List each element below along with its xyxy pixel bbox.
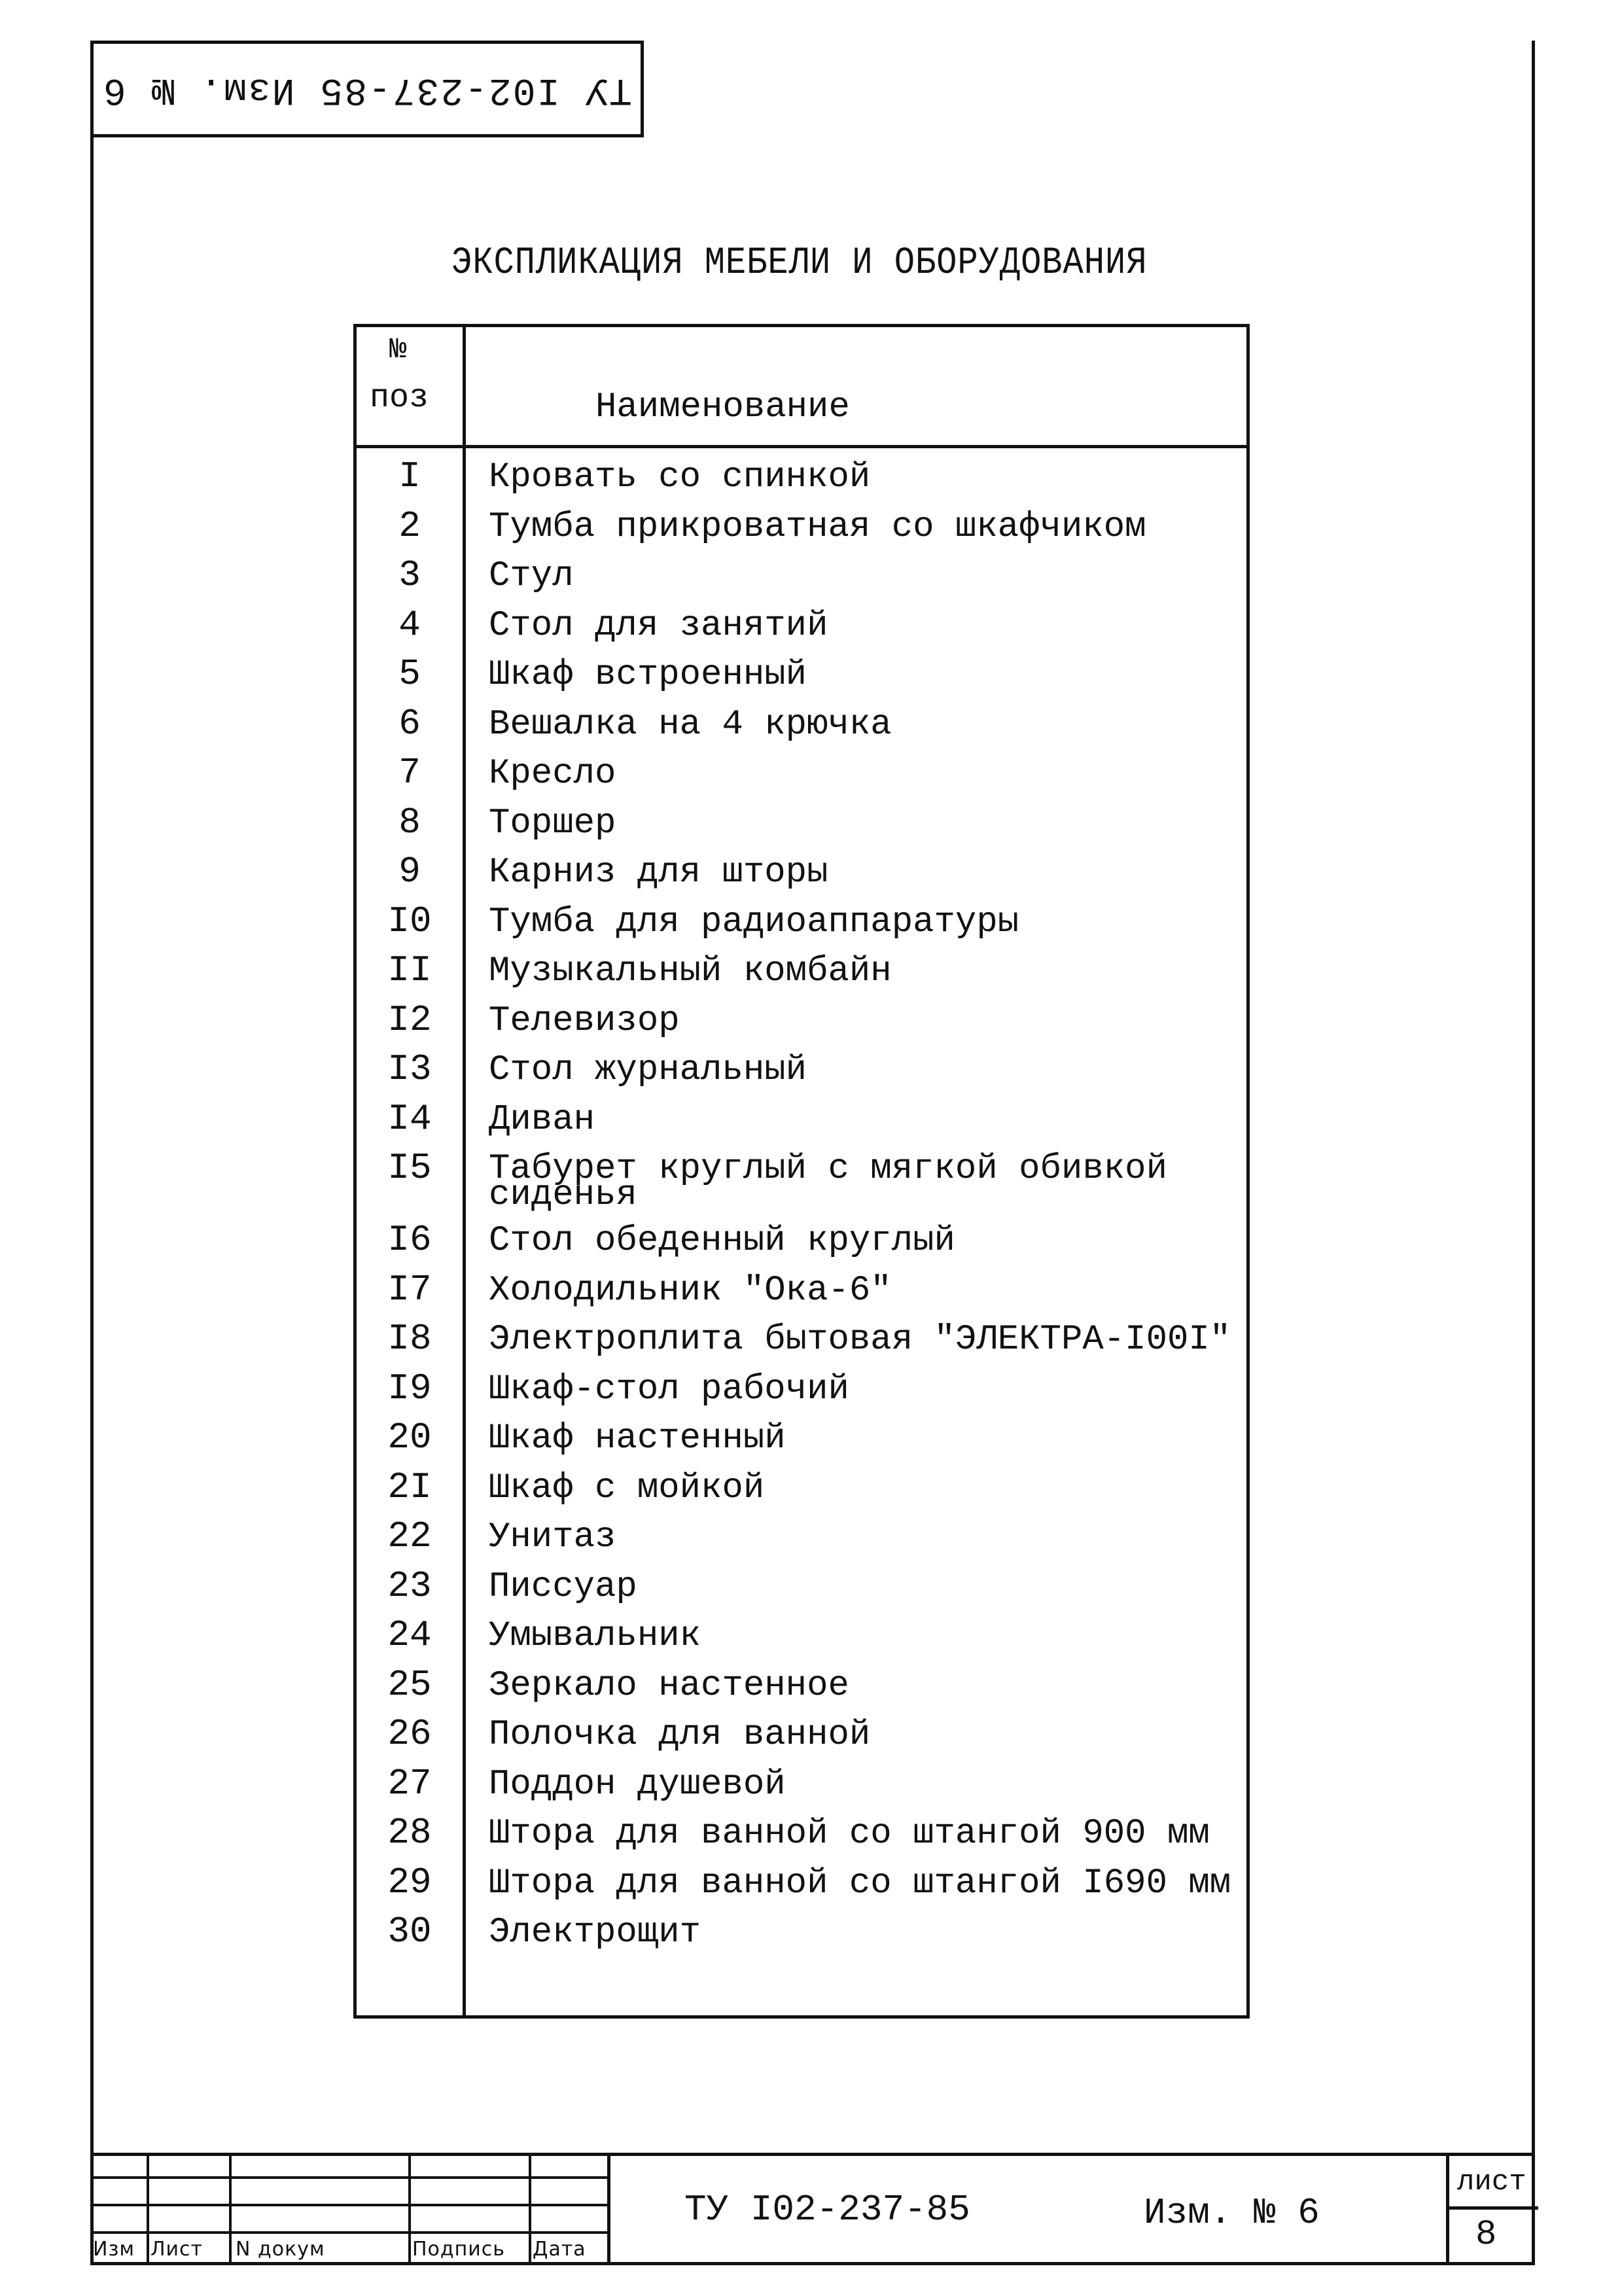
row-number: I8 [387,1318,432,1360]
explication-table [353,324,1250,2019]
row-number: 9 [398,851,421,892]
table-row [357,1320,1246,1370]
row-number: 2I [387,1466,432,1508]
row-name: Шкаф настенный [489,1419,786,1458]
sheet-number: 8 [1475,2215,1497,2255]
row-name: Зеркало настенное [489,1665,849,1706]
row-number: 24 [387,1614,432,1656]
table-row [357,998,1246,1051]
row-name: Стул [489,556,574,596]
row-number: 3 [398,554,421,596]
table-row [357,1663,1246,1716]
row-name: Штора для ванной со штангой I690 мм [489,1863,1231,1903]
table-row [357,1097,1246,1150]
corner-stamp [90,41,644,137]
row-name: Унитаз [489,1517,616,1557]
table-row [357,1515,1246,1568]
row-number: I9 [387,1367,432,1409]
row-number: 5 [398,653,421,695]
table-row [357,1713,1246,1765]
row-number: II [387,949,432,991]
table-row [357,1147,1246,1222]
sheet-box-divider [1449,2206,1538,2210]
row-number: 26 [387,1713,432,1755]
row-name: Стол обеденный круглый [489,1221,955,1261]
row-number: I6 [387,1219,432,1261]
row-name: Шкаф встроенный [489,655,807,695]
label-doc-number: N докум [236,2238,325,2261]
revision-grid [90,2153,607,2265]
row-number: 30 [387,1911,432,1952]
row-number: 27 [387,1762,432,1805]
row-name: Кресло [489,754,616,794]
row-name: Вешалка на 4 крючка [489,704,892,745]
row-name: Тумба прикроватная со шкафчиком [489,506,1146,547]
grid-line [408,2153,411,2265]
row-name: Телевизор [489,1000,680,1041]
table-row [357,504,1246,557]
table-row [357,1913,1246,1963]
row-name: Электрощит [489,1913,701,1952]
title-block [90,2153,1535,2265]
row-number: I5 [387,1147,432,1189]
table-row [357,1048,1246,1101]
table-row [357,1564,1246,1617]
row-name: Стол для занятий [489,605,828,646]
row-name: Диван [489,1099,595,1140]
row-number: I0 [387,900,432,942]
row-number: 20 [387,1417,432,1458]
row-number: 8 [398,801,421,843]
row-name: Музыкальный комбайн [489,951,892,991]
table-row [357,653,1246,705]
page-title: ЭКСПЛИКАЦИЯ МЕБЕЛИ И ОБОРУДОВАНИЯ [451,242,1148,285]
row-name: Холодильник "Ока-6" [489,1270,892,1311]
row-name: Карниз для шторы [489,853,828,892]
row-number: I7 [387,1268,432,1311]
row-number: I2 [387,998,432,1041]
table-row [357,949,1246,1002]
row-name: Умывальник [489,1616,701,1656]
table-row [357,1762,1246,1815]
row-number: 22 [387,1515,432,1557]
table-row [357,853,1246,903]
table-row [357,554,1246,607]
table-row [357,603,1246,656]
row-number: 2 [398,504,421,547]
row-number: I3 [387,1048,432,1090]
table-row [357,900,1246,953]
row-name: Стол журнальный [489,1050,807,1090]
table-row [357,754,1246,804]
header-position: поз [370,380,429,417]
table-row [357,455,1246,508]
label-list: Лист [150,2238,203,2261]
table-row [357,702,1246,755]
row-number: 23 [387,1564,432,1607]
row-name: Шкаф с мойкой [489,1468,765,1508]
table-row [357,1614,1246,1667]
row-number: I4 [387,1097,432,1140]
table-row [357,1419,1246,1469]
row-number: 28 [387,1812,432,1854]
row-name: Тумба для радиоаппаратуры [489,902,1019,942]
row-name: Поддон душевой [489,1764,786,1805]
row-number: 7 [398,752,421,794]
table-row [357,1466,1246,1519]
table-row [357,1814,1246,1864]
row-number: I [398,455,421,497]
revision-number: Изм. № 6 [1144,2192,1320,2234]
label-signature: Подпись [412,2238,505,2261]
header-divider [357,445,1246,448]
sheet-box [1446,2153,1538,2265]
table-row [357,1268,1246,1321]
title-block-divider [607,2153,610,2265]
row-name: Писсуар [489,1566,637,1607]
table-body [357,455,1246,1963]
row-number: 6 [398,702,421,745]
row-name: Шкаф-стол рабочий [489,1369,849,1409]
grid-line [147,2153,149,2265]
grid-line [529,2153,531,2265]
row-name: Электроплита бытовая "ЭЛЕКТРА-I00I" [489,1320,1231,1360]
row-number: 4 [398,603,421,646]
row-number: 25 [387,1663,432,1706]
label-izm: Изм [93,2238,135,2261]
grid-line [229,2153,232,2265]
row-name: Штора для ванной со штангой 900 мм [489,1814,1210,1854]
document-code: ТУ I02-237-85 [684,2189,970,2231]
table-row [357,1861,1246,1914]
table-row [357,1367,1246,1420]
label-date: Дата [533,2238,586,2261]
sheet-label: лист [1457,2166,1526,2199]
row-number: 29 [387,1861,432,1903]
table-row [357,801,1246,854]
table-row [357,1219,1246,1271]
row-name: Полочка для ванной [489,1715,871,1755]
header-name: Наименование [595,387,850,427]
corner-stamp-text: ТУ I02-237-85 Изм. № 6 [102,67,632,111]
header-number-sign: № [389,334,407,366]
row-name: Кровать со спинкой [489,457,871,497]
row-name: Торшер [489,803,616,843]
row-name: Табурет круглый с мягкой обивкой сиденья [489,1149,1167,1215]
